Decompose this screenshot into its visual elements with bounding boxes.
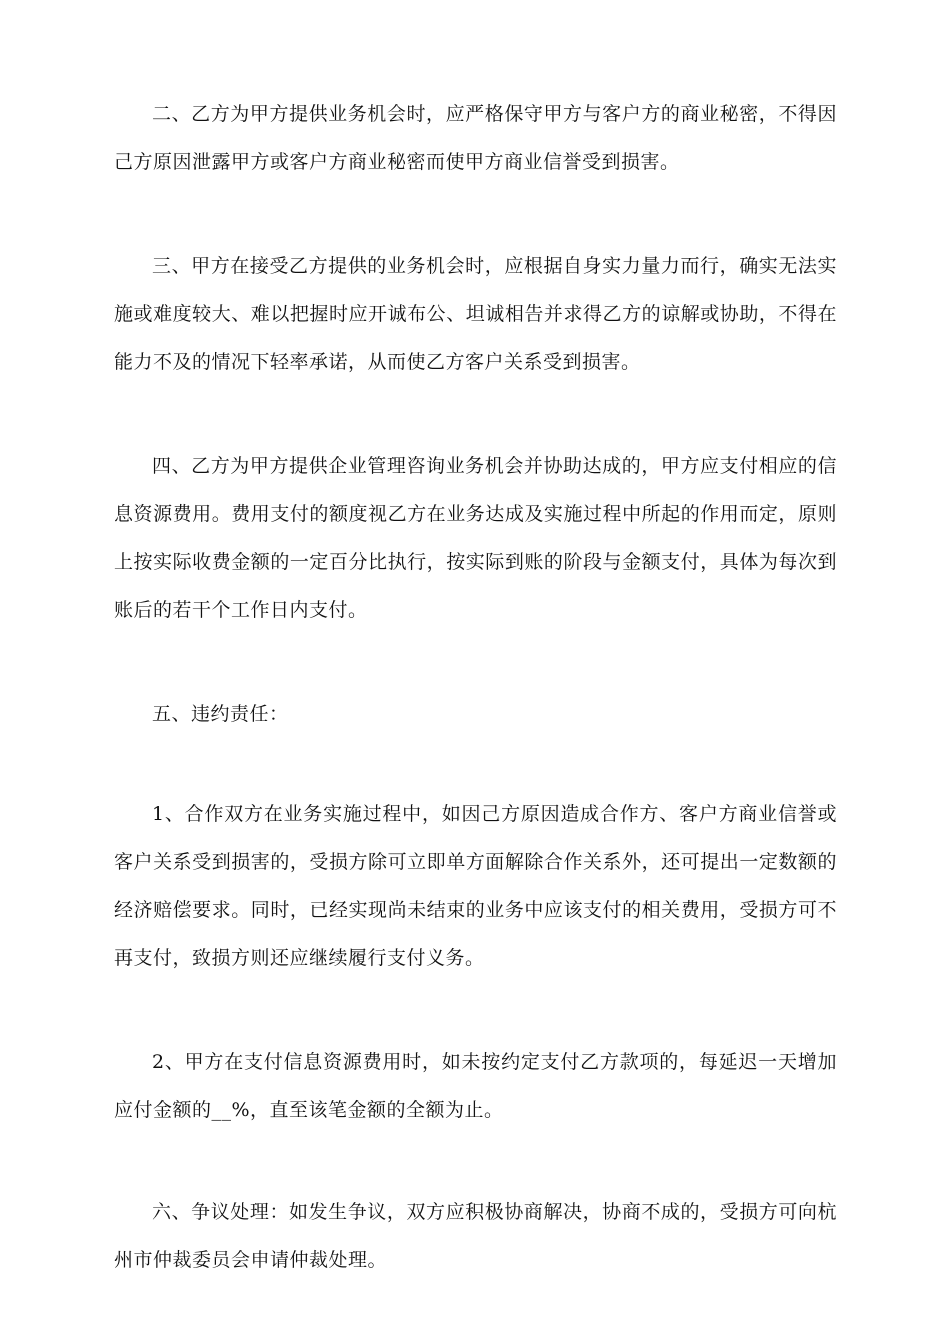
clause-three-capability: 三、甲方在接受乙方提供的业务机会时，应根据自身实力量力而行，确实无法实施或难度较大、难以把握时应开诚布公、坦诚相告并求得乙方的谅解或协助，不得在能力不及的情况下轻率承诺，从而使乙方客户关系受到损害。 [114, 255, 837, 373]
clause-four-fees: 四、乙方为甲方提供企业管理咨询业务机会并协助达成的，甲方应支付相应的信息资源费用。费用支付的额度视乙方在业务达成及实施过程中所起的作用而定，原则上按实际收费金额的一定百分比执行，按实际到账的阶段与金额支付，具体为每次到账后的若干个工作日内支付。 [114, 455, 837, 621]
clause-five-heading: 五、违约责任： [152, 703, 289, 725]
clause-two-confidentiality: 二、乙方为甲方提供业务机会时，应严格保守甲方与客户方的商业秘密，不得因己方原因泄露甲方或客户方商业秘密而使甲方商业信誉受到损害。 [114, 103, 837, 173]
clause-five-item-two: 2、甲方在支付信息资源费用时，如未按约定支付乙方款项的，每延迟一天增加应付金额的__%，直至该笔金额的全额为止。 [114, 1051, 837, 1121]
clause-five-item-one: 1、合作双方在业务实施过程中，如因己方原因造成合作方、客户方商业信誉或客户关系受到损害的，受损方除可立即单方面解除合作关系外，还可提出一定数额的经济赔偿要求。同时，已经实现尚未结束的业务中应该支付的相关费用，受损方可不再支付，致损方则还应继续履行支付义务。 [114, 803, 837, 969]
clause-six-dispute: 六、争议处理：如发生争议，双方应积极协商解决，协商不成的，受损方可向杭州市仲裁委员会申请仲裁处理。 [114, 1201, 837, 1271]
